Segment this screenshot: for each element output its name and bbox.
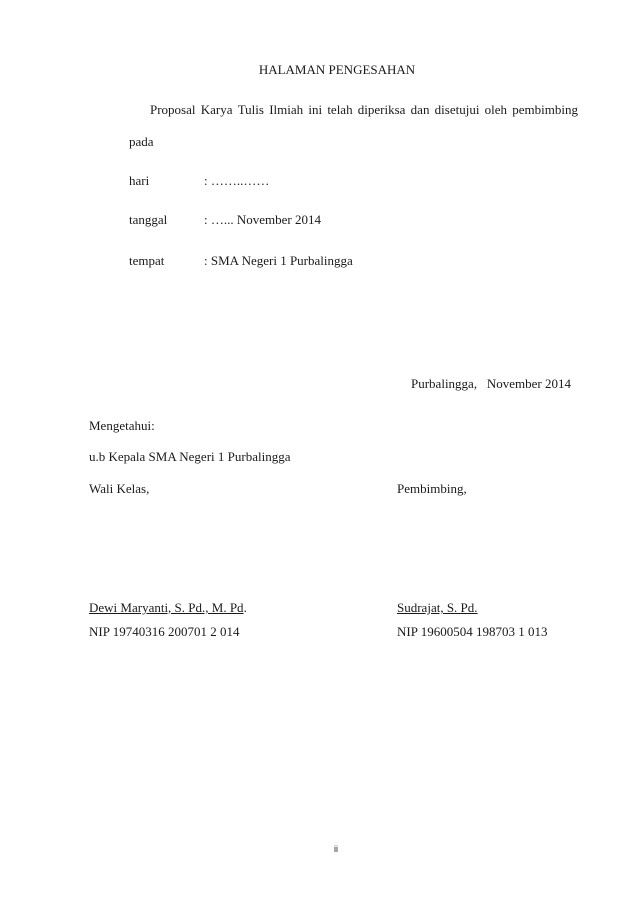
- detail-value-tanggal: : …... November 2014: [204, 212, 321, 227]
- intro-text-line-2: pada: [129, 134, 154, 149]
- detail-label-tempat: tempat: [129, 253, 165, 268]
- homeroom-teacher-name: [89, 600, 247, 616]
- supervisor-name: [397, 600, 478, 616]
- on-behalf-of-principal: u.b Kepala SMA Negeri 1 Purbalingga: [89, 449, 291, 464]
- homeroom-teacher-nip: NIP 19740316 200701 2 014: [89, 624, 240, 639]
- intro-word: Ilmiah: [269, 102, 304, 117]
- place-and-date: Purbalingga, November 2014: [411, 376, 571, 391]
- supervisor-name-text: Sudrajat, S. Pd.: [397, 600, 478, 615]
- homeroom-teacher-name-text: Dewi Maryanti, S. Pd., M. Pd: [89, 600, 244, 615]
- intro-word: Karya: [200, 102, 233, 117]
- intro-word: oleh: [484, 102, 508, 117]
- supervisor-nip: NIP 19600504 198703 1 013: [397, 624, 548, 639]
- supervisor-role: Pembimbing,: [397, 481, 467, 496]
- intro-word: disetujui: [434, 102, 480, 117]
- detail-value-tempat: : SMA Negeri 1 Purbalingga: [204, 253, 353, 268]
- intro-word: ini: [308, 102, 323, 117]
- detail-label-tanggal: tanggal: [129, 212, 168, 227]
- detail-label-hari: hari: [129, 173, 150, 188]
- intro-text-line-1: [150, 102, 578, 118]
- page-title: HALAMAN PENGESAHAN: [258, 62, 416, 77]
- intro-word: dan: [410, 102, 430, 117]
- acknowledged-label: Mengetahui:: [89, 418, 155, 433]
- name-suffix: .: [243, 600, 247, 615]
- intro-word: Proposal: [150, 102, 196, 117]
- intro-word: diperiksa: [357, 102, 406, 117]
- intro-word: Tulis: [237, 102, 264, 117]
- homeroom-teacher-role: Wali Kelas,: [89, 481, 150, 496]
- intro-word: pembimbing: [512, 102, 578, 117]
- page-number: ii: [334, 844, 338, 854]
- detail-value-hari: : ……..……: [204, 173, 270, 188]
- intro-word: telah: [327, 102, 353, 117]
